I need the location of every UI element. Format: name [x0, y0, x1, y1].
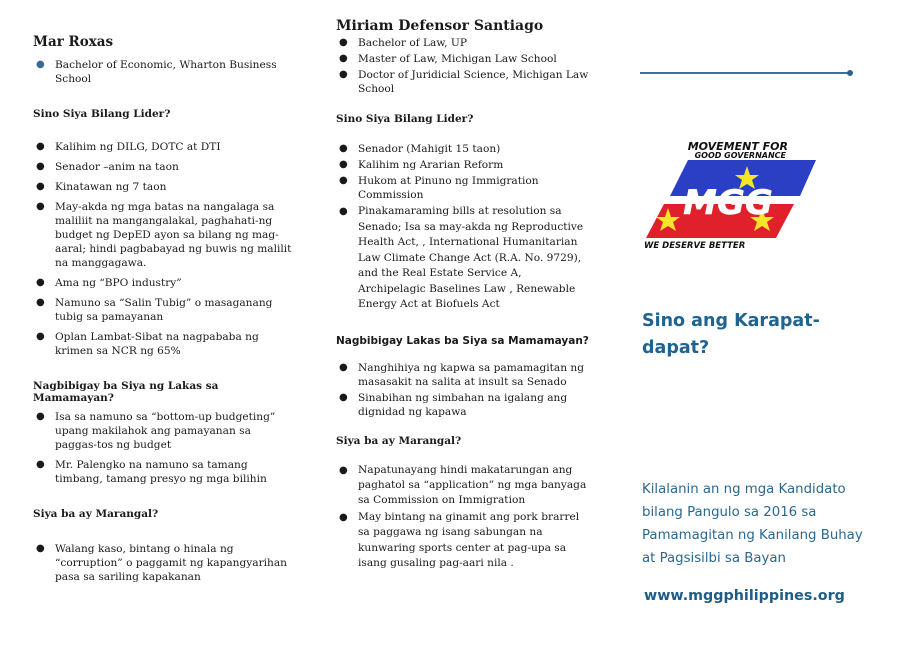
- leadership-list: [33, 140, 293, 358]
- section-heading: Siya ba ay Marangal?: [33, 508, 159, 520]
- list-item: ● Kinatawan ng 7 taon: [36, 181, 167, 193]
- section-heading: Sino Siya Bilang Lider?: [336, 113, 474, 125]
- list-item: ● Master of Law, Michigan Law School: [339, 53, 557, 65]
- brochure-subtitle: Kilalanin an ng mga Kandidato bilang Pangulo sa 2016 sa Pamamagitan ng Kanilang Buhay at Pagsisilbi sa Bayan: [642, 482, 863, 566]
- bullet-icon: ●: [339, 391, 348, 403]
- logo-top-text-2: GOOD GOVERNANCE: [694, 151, 786, 160]
- bullet-icon: ●: [36, 181, 45, 192]
- bullet-icon: ●: [339, 69, 348, 80]
- leadership-list: [336, 142, 591, 313]
- list-item: ● Pinakamaraming bills at resolution sa Senado; Isa sa may-akda ng Reproductive Health Act, , International Humanitarian Law Climate Change Act (R.A. No. 9729), and the Real Estate Service A, Archipelagic Baselines Law , Renewable Energy Act at Biofuels Act: [339, 205, 584, 310]
- list-item: ● Bachelor of Law, UP: [339, 37, 467, 49]
- bullet-icon: ●: [36, 411, 45, 422]
- list-item: ● Doctor of Juridicial Science, Michigan Law School: [339, 69, 589, 95]
- bullet-icon: ●: [339, 361, 348, 373]
- bullet-icon: ●: [36, 201, 45, 212]
- bullet-icon: ●: [36, 297, 45, 308]
- list-item: ● May bintang na ginamit ang pork brarrel sa paggawa ng isang sabungan na kunwaring sports center at pag-upa sa isang gusaling pag-aari nila .: [339, 510, 580, 569]
- education-list: [336, 36, 591, 96]
- list-item: ● Hukom at Pinuno ng Immigration Commission: [339, 175, 539, 201]
- empowerment-list: [33, 410, 293, 486]
- list-item: ● Bachelor of Economic, Wharton Business School: [36, 59, 277, 85]
- bullet-icon: ●: [36, 277, 45, 288]
- list-item: ● Napatunayang hindi makatarungan ang paghatol sa “application” ng mga banyaga sa Commission on Immigration: [339, 463, 587, 506]
- list-item: ● Nanghihiya ng kapwa sa pamamagitan ng masasakit na salita at insult sa Senado: [339, 361, 584, 388]
- bullet-icon: ●: [36, 141, 45, 152]
- bullet-icon: ●: [339, 206, 348, 217]
- list-item: ● Walang kaso, bintang o hinala ng “corruption” o paggamit ng kapangyarihan pasa sa sariling kapakanan: [36, 543, 287, 583]
- list-item: ● Senador (Mahigit 15 taon): [339, 143, 501, 155]
- section-heading: Siya ba ay Marangal?: [336, 434, 462, 447]
- middle-column: [336, 18, 591, 572]
- bullet-icon: ●: [339, 53, 348, 64]
- candidate-name: Mar Roxas: [33, 34, 114, 50]
- bullet-icon: ●: [36, 59, 45, 70]
- integrity-list: [33, 542, 293, 584]
- website-link[interactable]: www.mggphilippines.org: [644, 588, 845, 604]
- logo-tagline: WE DESERVE BETTER: [644, 241, 746, 250]
- bullet-icon: ●: [339, 464, 348, 476]
- logo-acronym: MGG: [683, 183, 773, 223]
- empowerment-list: [336, 361, 591, 419]
- bullet-icon: ●: [36, 161, 45, 172]
- section-heading: Nagbibigay ba Siya ng Lakas sa Mamamayan?: [33, 380, 219, 404]
- logo-top-text-1: MOVEMENT FOR: [687, 140, 788, 153]
- bullet-icon: ●: [339, 143, 348, 154]
- list-item: ● Ama ng “BPO industry”: [36, 277, 182, 289]
- list-item: ● Senador –anim na taon: [36, 161, 179, 173]
- bullet-icon: ●: [36, 459, 45, 470]
- bullet-icon: ●: [339, 175, 348, 186]
- bullet-icon: ●: [36, 543, 45, 554]
- section-heading: Sino Siya Bilang Lider?: [33, 108, 171, 120]
- brochure-title: Sino ang Karapat-dapat?: [642, 311, 820, 358]
- section-heading: Nagbibigay Lakas ba Siya sa Mamamayan?: [336, 334, 589, 347]
- bullet-icon: ●: [36, 331, 45, 342]
- bullet-icon: ●: [339, 511, 348, 523]
- decorative-rule: [640, 72, 850, 74]
- list-item: ● Isa sa namuno sa “bottom-up budgeting” upang makilahok ang pamayanan sa paggas-tos ng budget: [36, 411, 276, 451]
- rule-dot-icon: [847, 70, 853, 76]
- list-item: ● Mr. Palengko na namuno sa tamang timbang, tamang presyo ng mga bilihin: [36, 459, 267, 485]
- list-item: ● May-akda ng mga batas na nangalaga sa maliliit na mangangalakal, paghahati-ng budget ng DepED ayon sa bilang ng mag-aaral; hindi pagbabayad ng buwis ng malilit na manggagawa.: [36, 201, 292, 269]
- left-column: [33, 34, 293, 584]
- bullet-icon: ●: [339, 159, 348, 170]
- candidate-name: Miriam Defensor Santiago: [336, 18, 544, 34]
- list-item: ● Namuno sa “Salin Tubig” o masaganang tubig sa pamayanan: [36, 297, 273, 323]
- list-item: ● Kalihim ng DILG, DOTC at DTI: [36, 141, 221, 153]
- list-item: ● Kalihim ng Ararian Reform: [339, 159, 504, 171]
- list-item: ● Oplan Lambat-Sibat na nagpababa ng krimen sa NCR ng 65%: [36, 331, 259, 357]
- education-list: [33, 58, 293, 86]
- bullet-icon: ●: [339, 37, 348, 48]
- mgg-logo: [640, 138, 820, 250]
- integrity-list: [336, 463, 591, 572]
- list-item: ● Sinabihan ng simbahan na igalang ang dignidad ng kapawa: [339, 391, 568, 418]
